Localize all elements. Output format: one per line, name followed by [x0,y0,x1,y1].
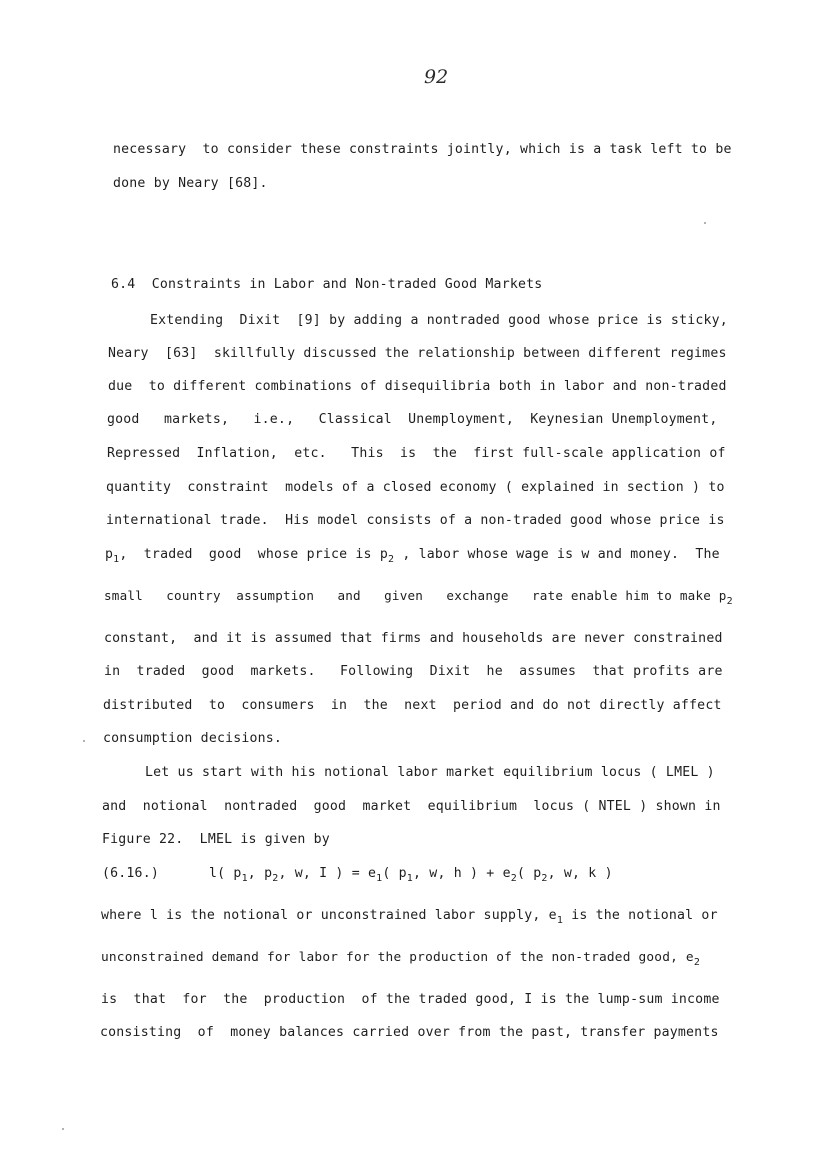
para3-line-1 [101,908,718,926]
equation-label: (6.16.) [102,866,159,881]
text-run: small country assumption and given exchange rate enable him to make p [104,588,727,603]
subscript: 2 [726,596,733,607]
para3-line-4: consisting of money balances carried over from the past, transfer payments [100,1025,719,1040]
equation-body [209,866,613,884]
para1-line-7: international trade. His model consists of a non-traded good whose price is [106,513,725,528]
text-run: is the notional or [563,908,718,923]
scan-speck [83,740,85,742]
para1-line-4: good markets, i.e., Classical Unemployment, Keynesian Unemployment, [107,412,718,427]
text-run: unconstrained demand for labor for the production of the non-traded good, e [101,950,694,965]
eq-term: , w, k ) [547,866,613,881]
eq-term: , w, I ) = e [278,866,377,881]
subscript: 2 [387,554,395,565]
subscript: 1 [113,554,120,565]
para3-line-3: is that for the production of the traded good, I is the lump-sum income [101,992,720,1007]
text-run: where l is the notional or unconstrained labor supply, e [101,908,557,923]
para1-line-1: Extending Dixit [9] by adding a nontraded good whose price is sticky, [150,313,728,328]
subscript: 1 [376,873,383,884]
page-number: 92 [424,66,449,88]
subscript: 2 [510,873,517,884]
subscript: 1 [406,873,414,884]
para1-line-9 [104,588,733,607]
intro-line-1: necessary to consider these constraints jointly, which is a task left to be [113,142,732,157]
subscript: 2 [272,873,279,884]
section-heading: 6.4 Constraints in Labor and Non-traded Good Markets [111,277,543,292]
subscript: 2 [541,873,548,884]
var-p: p [105,547,114,562]
para1-line-13: consumption decisions. [103,731,283,746]
para1-line-11: in traded good markets. Following Dixit he assumes that profits are [104,664,723,679]
intro-line-2: done by Neary [68]. [113,176,268,191]
eq-term: , w, h ) + e [413,866,511,881]
eq-term: , p [247,866,273,881]
para1-line-3: due to different combinations of disequilibria both in labor and non-traded [108,379,727,394]
para2-line-3: Figure 22. LMEL is given by [102,832,330,847]
text-run: , labor whose wage is w and money. The [394,547,720,562]
scan-speck [62,1128,64,1130]
para2-line-2: and notional nontraded good market equilibrium locus ( NTEL ) shown in [102,799,721,814]
para1-line-5: Repressed Inflation, etc. This is the first full-scale application of [107,446,726,461]
subscript: 1 [556,915,564,926]
para1-line-6: quantity constraint models of a closed economy ( explained in section ) to [106,480,725,495]
para1-line-12: distributed to consumers in the next period and do not directly affect [103,698,722,713]
para1-line-10: constant, and it is assumed that firms and households are never constrained [104,631,723,646]
scan-speck [704,222,706,224]
para1-line-8 [105,547,720,565]
para3-line-2 [101,950,700,968]
eq-term: ( p [516,866,542,881]
text-run: , traded good whose price is p [119,547,388,562]
para1-line-2: Neary [63] skillfully discussed the relationship between different regimes [108,346,727,361]
subscript: 1 [241,873,248,884]
para2-line-1: Let us start with his notional labor market equilibrium locus ( LMEL ) [145,765,715,780]
subscript: 2 [693,957,701,968]
eq-term: ( p [382,866,407,881]
eq-term: l( p [209,866,242,881]
